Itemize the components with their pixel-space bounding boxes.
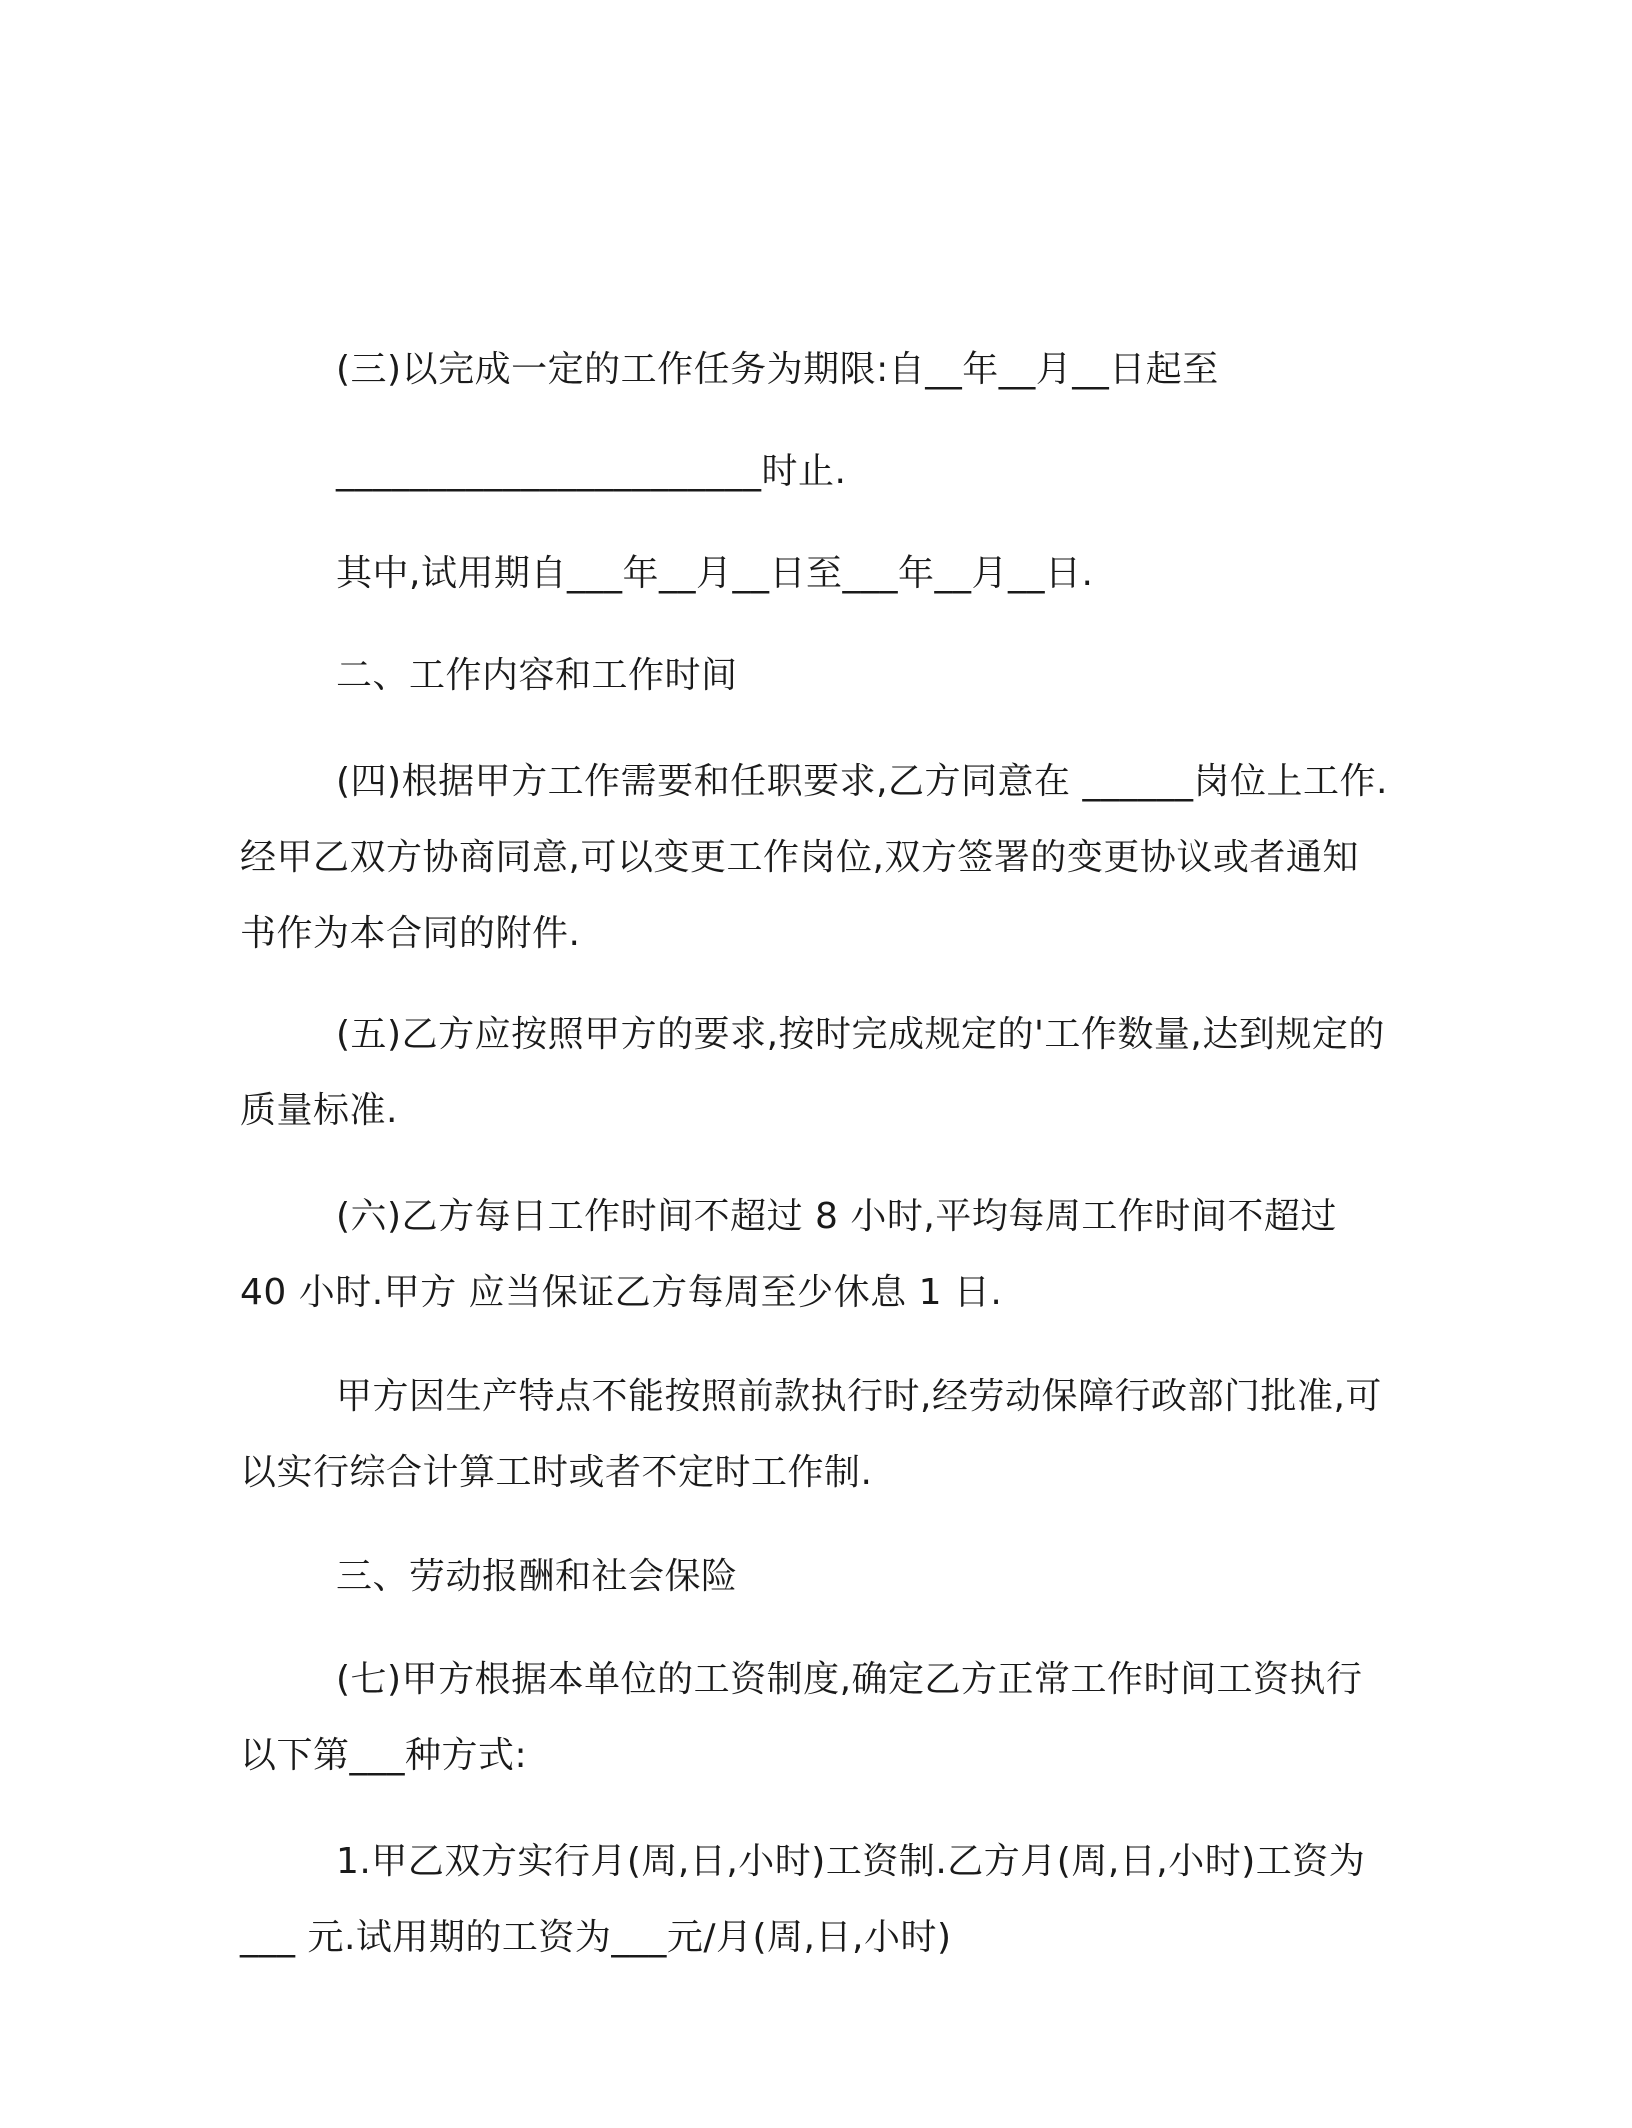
section-heading-text: 二、工作内容和工作时间 (336, 655, 738, 696)
paragraph-text: (三)以完成一定的工作任务为期限:自__年__月__日起至 (336, 349, 1219, 390)
paragraph-text: 其中,试用期自___年__月__日至___年__月__日. (336, 553, 1094, 594)
paragraph-text: (七)甲方根据本单位的工资制度,确定乙方正常工作时间工资执行以下第___种方式: (240, 1659, 1363, 1776)
paragraph-text: (五)乙方应按照甲方的要求,按时完成规定的'工作数量,达到规定的质量标准. (240, 1014, 1385, 1131)
paragraph-text: 甲方因生产特点不能按照前款执行时,经劳动保障行政部门批准,可以实行综合计算工时或者不定时工作制. (240, 1376, 1382, 1493)
paragraph-wage-option-1 (240, 1672, 1390, 2128)
paragraph-text: (四)根据甲方工作需要和任职要求,乙方同意在 ______岗位上工作.经甲乙双方协商同意,可以变更工作岗位,双方签署的变更协议或者通知书作为本合同的附件. (240, 761, 1388, 954)
section-heading-text: 三、劳动报酬和社会保险 (336, 1556, 738, 1597)
paragraph-text: _______________________时止. (336, 451, 847, 492)
paragraph-text: (六)乙方每日工作时间不超过 8 小时,平均每周工作时间不超过 40 小时.甲方 应当保证乙方每周至少休息 1 日. (240, 1196, 1349, 1313)
paragraph-text: 1.甲乙双方实行月(周,日,小时)工资制.乙方月(周,日,小时)工资为___ 元.试用期的工资为___元/月(周,日,小时) (240, 1841, 1366, 1958)
